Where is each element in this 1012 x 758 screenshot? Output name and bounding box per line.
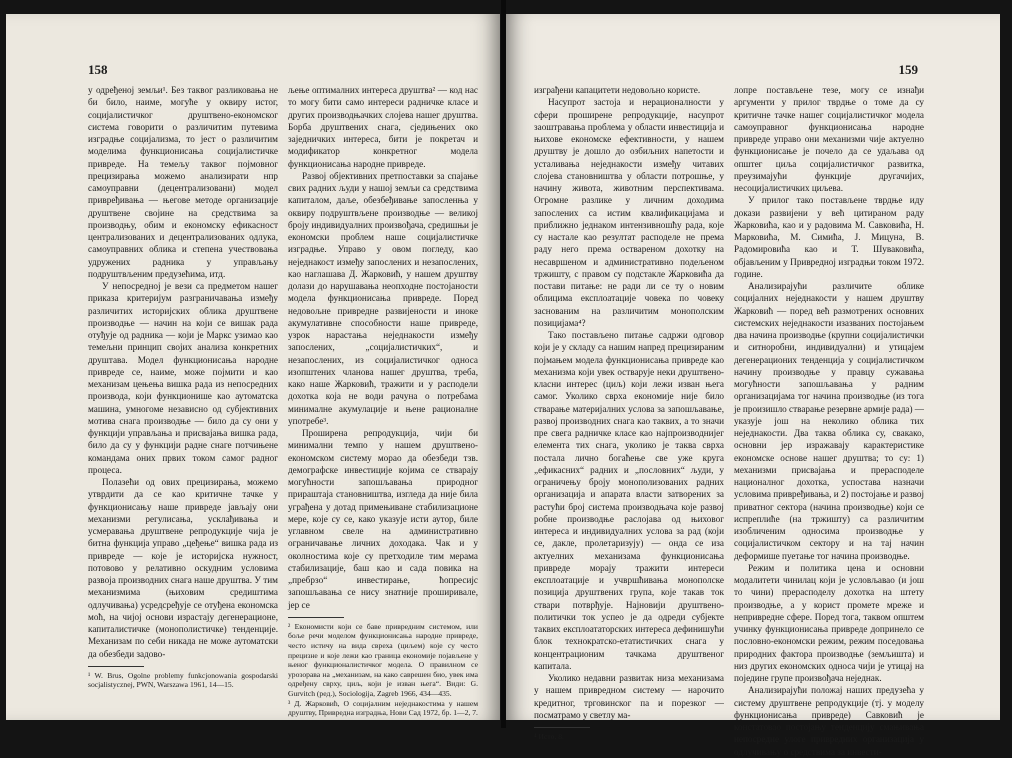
right-column-2 [734,84,924,758]
page-number-left: 158 [88,62,108,77]
footnotes [288,622,478,718]
page-number-right: 159 [898,62,918,77]
paragraph: изграђени капацитети недовољно користе. [534,85,701,95]
paragraph: у одређеној земљи¹. Без таквог разликовања не би било, наиме, могуће у оквиру истог, социјалистичког друштвено-економског система говорити о различитим путевима изградње социјализма, то јест о различитим моделима функционисања социјалистичке привреде. На темељу таквог појмовног прецизирања можемо анализирати нпр самоуправни (децентрализовани) модел привређивања — његове методе организације друштвене својине на средствима за производњу, обим и економску ефикасност централизованих и децентрализованих одлука, самоуправних облика и степена учествовања удружених радника у управљању подруштвљеним предузећима, итд. [88,85,278,279]
paragraph: Уколико недавни развитак низа механизама у нашем привредном систему — нарочито кредитног, трговинског па и порезког — посматрамо у светлу ма- [534,673,724,720]
footnotes [534,732,724,742]
footnote: ² Економисти који се баве привредним системом, или боље речи моделом функционисања народне привреде, често истичу на вида свреха (циљем) које су често прецизне и које лежи као граница економије појављене у њеног функционалистичког модела. О правилном се урозорава на „механизам, на како саврешен био, увек има одређену сврху, циљ, који је изван њега“. Види: G. Gurvitch (ред.), Sociologija, Zagreb 1966, 434—435. [288,621,478,698]
paragraph: Насупрот застоја и нерационалности у сфери проширене репродукције, насупрот заоштравања проблема у области инвестиција и њихове економске ефективности, у нашем друштву је дошло до озбиљних напетости и усталивања неједнакости између читавих слојева становништва у области потрошње, у начину живота, животним перспективама. Огромне разлике у личним доходима запослених са истим квалификацијама и приближно једнаком интензивношћу рада, које су настале као резултат расподеле не према раду него према оствареном дохотку на несавршеном и административно подељеном тржишту, с правом су подстакле Жарковића да постави питање: не ради ли се ту о новим облицима експлоатације човека по човеку заснованим на различитим монополским позицијама⁴? [534,97,724,328]
paragraph: Тако постављено питање садржи одговор који је у складу са нашим напред прецизираним појмањем модела функционисања привреде као механизма који увек остварује неки друштвено-класни интерес (циљ) који лежи изван њега самог. Уколико сврха економије није било стварање материјалних услова за запошљавање, развој производних снага као таквих, а то значи пре свега радничке класе као најпроизводнијег елемента тих снага, уколико је таква сврха постала лично богаћење све уже круга „ефикасних“ радних и „пословних“ људи, у ограничењу броју монополизованих радних организација и апарата власти затворених за растући број система производњача које развој робне производње раслојава од њиховог интереса и индивидуалних услова за рад (који се, дакле, пролетаризују) — онда се иза актуелних механизама функционисања привреде морају тражити интереси експлоатације и учвршћивања монополске позиција друштвених група, које такав ток ствари потврђује. Најновији друштвено-политички ток успео је да одреди субјекте таквих експлоататорских интереса дефинишући блок технократско-етатистичких снага у концентрационим тачкама друштвеног капитала. [534,330,724,671]
paragraph: Полазећи од ових прецизирања, можемо утврдити да се као критичне тачке у функционисању наше привреде јављају они механизми регулисања, усклађивања и усмеравања друштвене репродукције чија је битна функција управо „цеђење“ вишка рада из привреде — које је историјска нужност, потовово у релативно оскудним условима развоја производних снага наше друштва. У тим механизмима (њиховим средиштима одлучивања) усредсређује се отуђена економска моћ, на чијој основи израстају дегенерационе, капиталистичке (монополистичке) тенденције. Механизам по себи никада не може аутоматски да обезбеди задово- [88,477,278,659]
paragraph: У прилог тако постављене тврдње иду докази развијени у већ цитираном раду Жарковића, као и у радовима М. Савковића, Н. Марковића, М. Симића, Ј. Мицуна, В. Радомировића као и Т. Шуваковића, објављеним у Привредној изградњи током 1972. године. [734,195,924,279]
footnotes [88,671,278,690]
right-page [506,14,1000,757]
paragraph: У непосредној је вези са предметом нашег приказа критеријум разграничавања између различитих историјских облика друштвене производње — начин на који се вишак рада отуђује од радника — који је Маркс узимао као темељни принцип својих анализа конкретних друштава. Модел функционисања народне привреде се, наиме, може појмити и као механизам цењења вишка рада из непосредних производа, који функционише као аутоматска машина, умногоме независно од субјективних мотива снага производње — било да су они у функцији управљања и присвајања вишка рада, било да су у функцији радне снаге потчињене командама оних првих током самог радног процеса. [88,281,278,475]
footnote: ¹ W. Brus, Ogolne problemy funkcjonowania gospodarski socjalistycznej, PWN, Warszawa 1961, 14—15. [88,670,278,690]
right-column-1 [534,84,724,742]
footnote-rule [534,727,590,728]
footnote-rule [288,617,344,618]
left-column-1 [88,84,278,690]
paragraph: Режим и политика цена и основни модалитети чинилац који је условљавао (и још то чини) прерасподелу дохотка на штету производње, а у корист промете мреже и непривредне сфере. Поред тога, таквом општем учинку функционисања привреде допринело се пословно-економски режим, режим поседовања природних фактора производње (земљишта) и низ других економских односа чији је утицај на поједине групе произвођача неједнак. [734,562,924,683]
paragraph: Анализирајући положај наших предузећа у систему друштвене репродукције (тј. у моделу функционисања привреде) Савковић је констатовао постојању тенденцију смањивања непосредне улоге привредних организација у одлучивању о средствима за инвести- [734,685,924,757]
footnote: ³ Д. Жарковић, О социјалним неједнакостима у нашем друштву, Привредна изградња, Нови Сад 1972, бр. 1—2, 7. [288,698,478,718]
footnote-rule [88,666,144,667]
paragraph: Развој објективних претпоставки за спајање свих радних људи у нашој земљи са средствима капиталом, даље, обезбеђивање запосленња у оквиру подруштвљене производње — великој броју индивидуалних произвођача, средишњи је економски проблем наше социјалистичке изградње. Управо у овом погледу, као неједнакост између запослених и незапослених, као наглашава Д. Жарковић, у нашем друштву долази до нарушавања неопходне постојаности модела функционисања привреде. Поред недовољне привредне развијености и иноке акумулативне способности наше привреде, узрок нарастања неједнакости између запослених, „социјалистичких“, и незапослених, из социјалистичког односа изопштених чланова нашег друштва, треба, како наше Жарковић, тражити и у расподели дохотка која не води рачуна о потребама минималне акумулације и њене рационалне употребе³. [288,170,478,426]
footnote: ⁴ Исто, 8. [534,732,564,741]
paragraph: лопре постављене тезе, могу се изнађи аргументи у прилог тврдње о томе да су критичне тачке нашег социјалистичког модела самоуправног функционисања народне привреде управо они механизми чије актуелно функционисање је почело да се удаљава од општег циља социјалистичког развитка, преузимајући функције другачијих, несоцијалистичких циљева. [734,85,924,193]
paragraph: љење оптималних интереса друштва² — код нас то могу бити само интереси радничке класе и других производњачких слојева нашег друштва. Борба друштвених снага, сједињених око заједничких интереса, бити је покретач и модификатор конкретног модела функционисања народне привреде. [288,85,478,169]
paragraph: Проширена репродукција, чији би минимални темпо у нашем друштвено-економском систему морао да обезбеди тзв. демографске инвестиције којима се стварају могућности запошљавања природног прираштаја становништва, изгледа да није била уграђена у дотад примењиване стабилизационе мере, које су се, како указује исти аутор, биле углавном свеле на административно ограничавање личних доходака. Чак и у околностима које су претходиле тим мерама стабилизације, баш као и сада повика на „пребрзо“ инвестирање, ћопресијс запошљавања се нису знатније проширивале, јер се [288,428,478,610]
paragraph: Анализирајући различите облике социјалних неједнакости у нашем друштву Жарковић — поред већ размотрених основних системских неједнакости изазваних постојањем два начина производње (крупни социјалистички и ситноробни, индивидуални) и утицајем дегенерационих тенденција у социјалистичком начину производње у правцу сужавања могућности запошљавања у радним организацијама тог начина производње (из тога је произишло стварање резервне армије рада) — указује још на неколико облика тих неједнакости. Два таква облика су, свакако, основни јер изражавају карактеристике економске основе нашег друштва; то су: 1) механизми присвајања и прерасподеле националног дохотка, успостава назначи условима привређивања, и 2) постојање и развој приватног сектора (начина производње) који се испреплиће (на тржишту) са различитим изобличеним односима производње у социјалистичком сектору и на тај начин деформише пуетање тог начина производње. [734,281,924,561]
left-column-2 [288,84,478,718]
left-page [6,14,500,720]
